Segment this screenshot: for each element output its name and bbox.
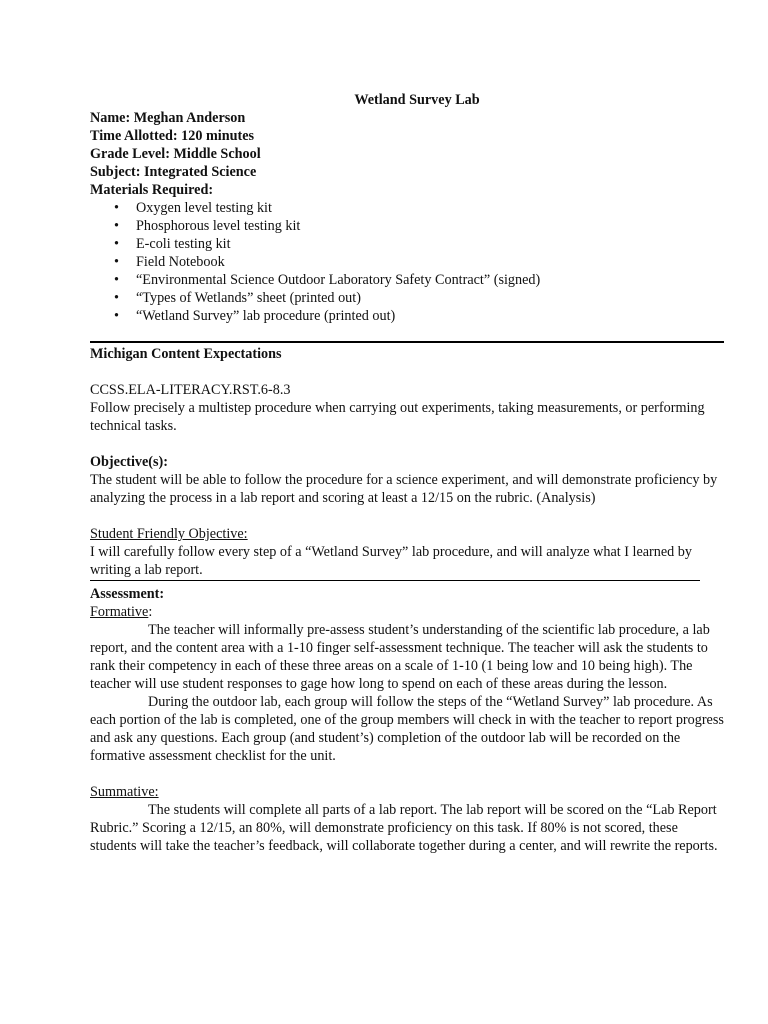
list-item: • “Wetland Survey” lab procedure (printed out): [114, 307, 724, 325]
student-friendly-text: I will carefully follow every step of a “Wetland Survey” lab procedure, and will analyze what I learned by writing a lab report.: [90, 544, 692, 578]
list-item: • Oxygen level testing kit: [114, 199, 724, 217]
formative-label: Formative: [90, 604, 149, 620]
summative-paragraph: The students will complete all parts of a lab report. The lab report will be scored on the “Lab Report Rubric.” Scoring a 12/15, an 80%, will demonstrate proficiency on this task. If 80% is not scored, these students will take the teacher’s feedback, will collaborate together during a center, and will rewrite the reports.: [90, 802, 718, 854]
formative-colon: :: [148, 604, 153, 620]
subject: Subject: Integrated Science: [90, 164, 257, 180]
formative-paragraph-2: During the outdoor lab, each group will follow the steps of the “Wetland Survey” lab procedure. As each portion of the lab is completed, one of the group members will check in with the teacher to report progress and ask any questions. Each group (and student’s) completion of the outdoor lab will be recorded on the formative assessment checklist for the unit.: [90, 694, 724, 764]
section-divider: [90, 341, 724, 343]
author-name: Name: Meghan Anderson: [90, 110, 246, 126]
list-item: • Phosphorous level testing kit: [114, 217, 724, 235]
formative-paragraph-1: The teacher will informally pre-assess student’s understanding of the scientific lab procedure, a lab report, and the content area with a 1-10 finger self-assessment technique. The teacher will ask the students to rank their competency in each of these three areas on a scale of 1-10 (1 being low and 10 being high). The teacher will use student responses to gage how long to spend on each of these areas during the lesson.: [90, 622, 710, 692]
list-item: • E-coli testing kit: [114, 235, 724, 253]
grade-level: Grade Level: Middle School: [90, 146, 261, 162]
time-allotted: Time Allotted: 120 minutes: [90, 128, 255, 144]
assessment-heading: Assessment:: [90, 586, 165, 602]
section-divider: [90, 580, 700, 581]
formative-heading: [90, 603, 724, 621]
materials-heading: Materials Required:: [90, 182, 214, 198]
standard-text: Follow precisely a multistep procedure when carrying out experiments, taking measurements, or performing technical tasks.: [90, 400, 705, 434]
list-item: • “Environmental Science Outdoor Laboratory Safety Contract” (signed): [114, 271, 724, 289]
objective-text: The student will be able to follow the procedure for a science experiment, and will demonstrate proficiency by analyzing the process in a lab report and scoring at least a 12/15 on the rubric. (Analysis): [90, 472, 718, 506]
objective-heading: Objective(s):: [90, 454, 168, 470]
list-item: • “Types of Wetlands” sheet (printed out): [114, 289, 724, 307]
document-title: Wetland Survey Lab: [354, 92, 480, 108]
materials-list: [90, 199, 724, 325]
summative-heading: Summative:: [90, 784, 159, 800]
list-item: • Field Notebook: [114, 253, 724, 271]
standard-code: CCSS.ELA-LITERACY.RST.6-8.3: [90, 382, 291, 398]
student-friendly-heading: Student Friendly Objective:: [90, 526, 248, 542]
document-body: [90, 91, 724, 855]
michigan-heading: Michigan Content Expectations: [90, 346, 282, 362]
